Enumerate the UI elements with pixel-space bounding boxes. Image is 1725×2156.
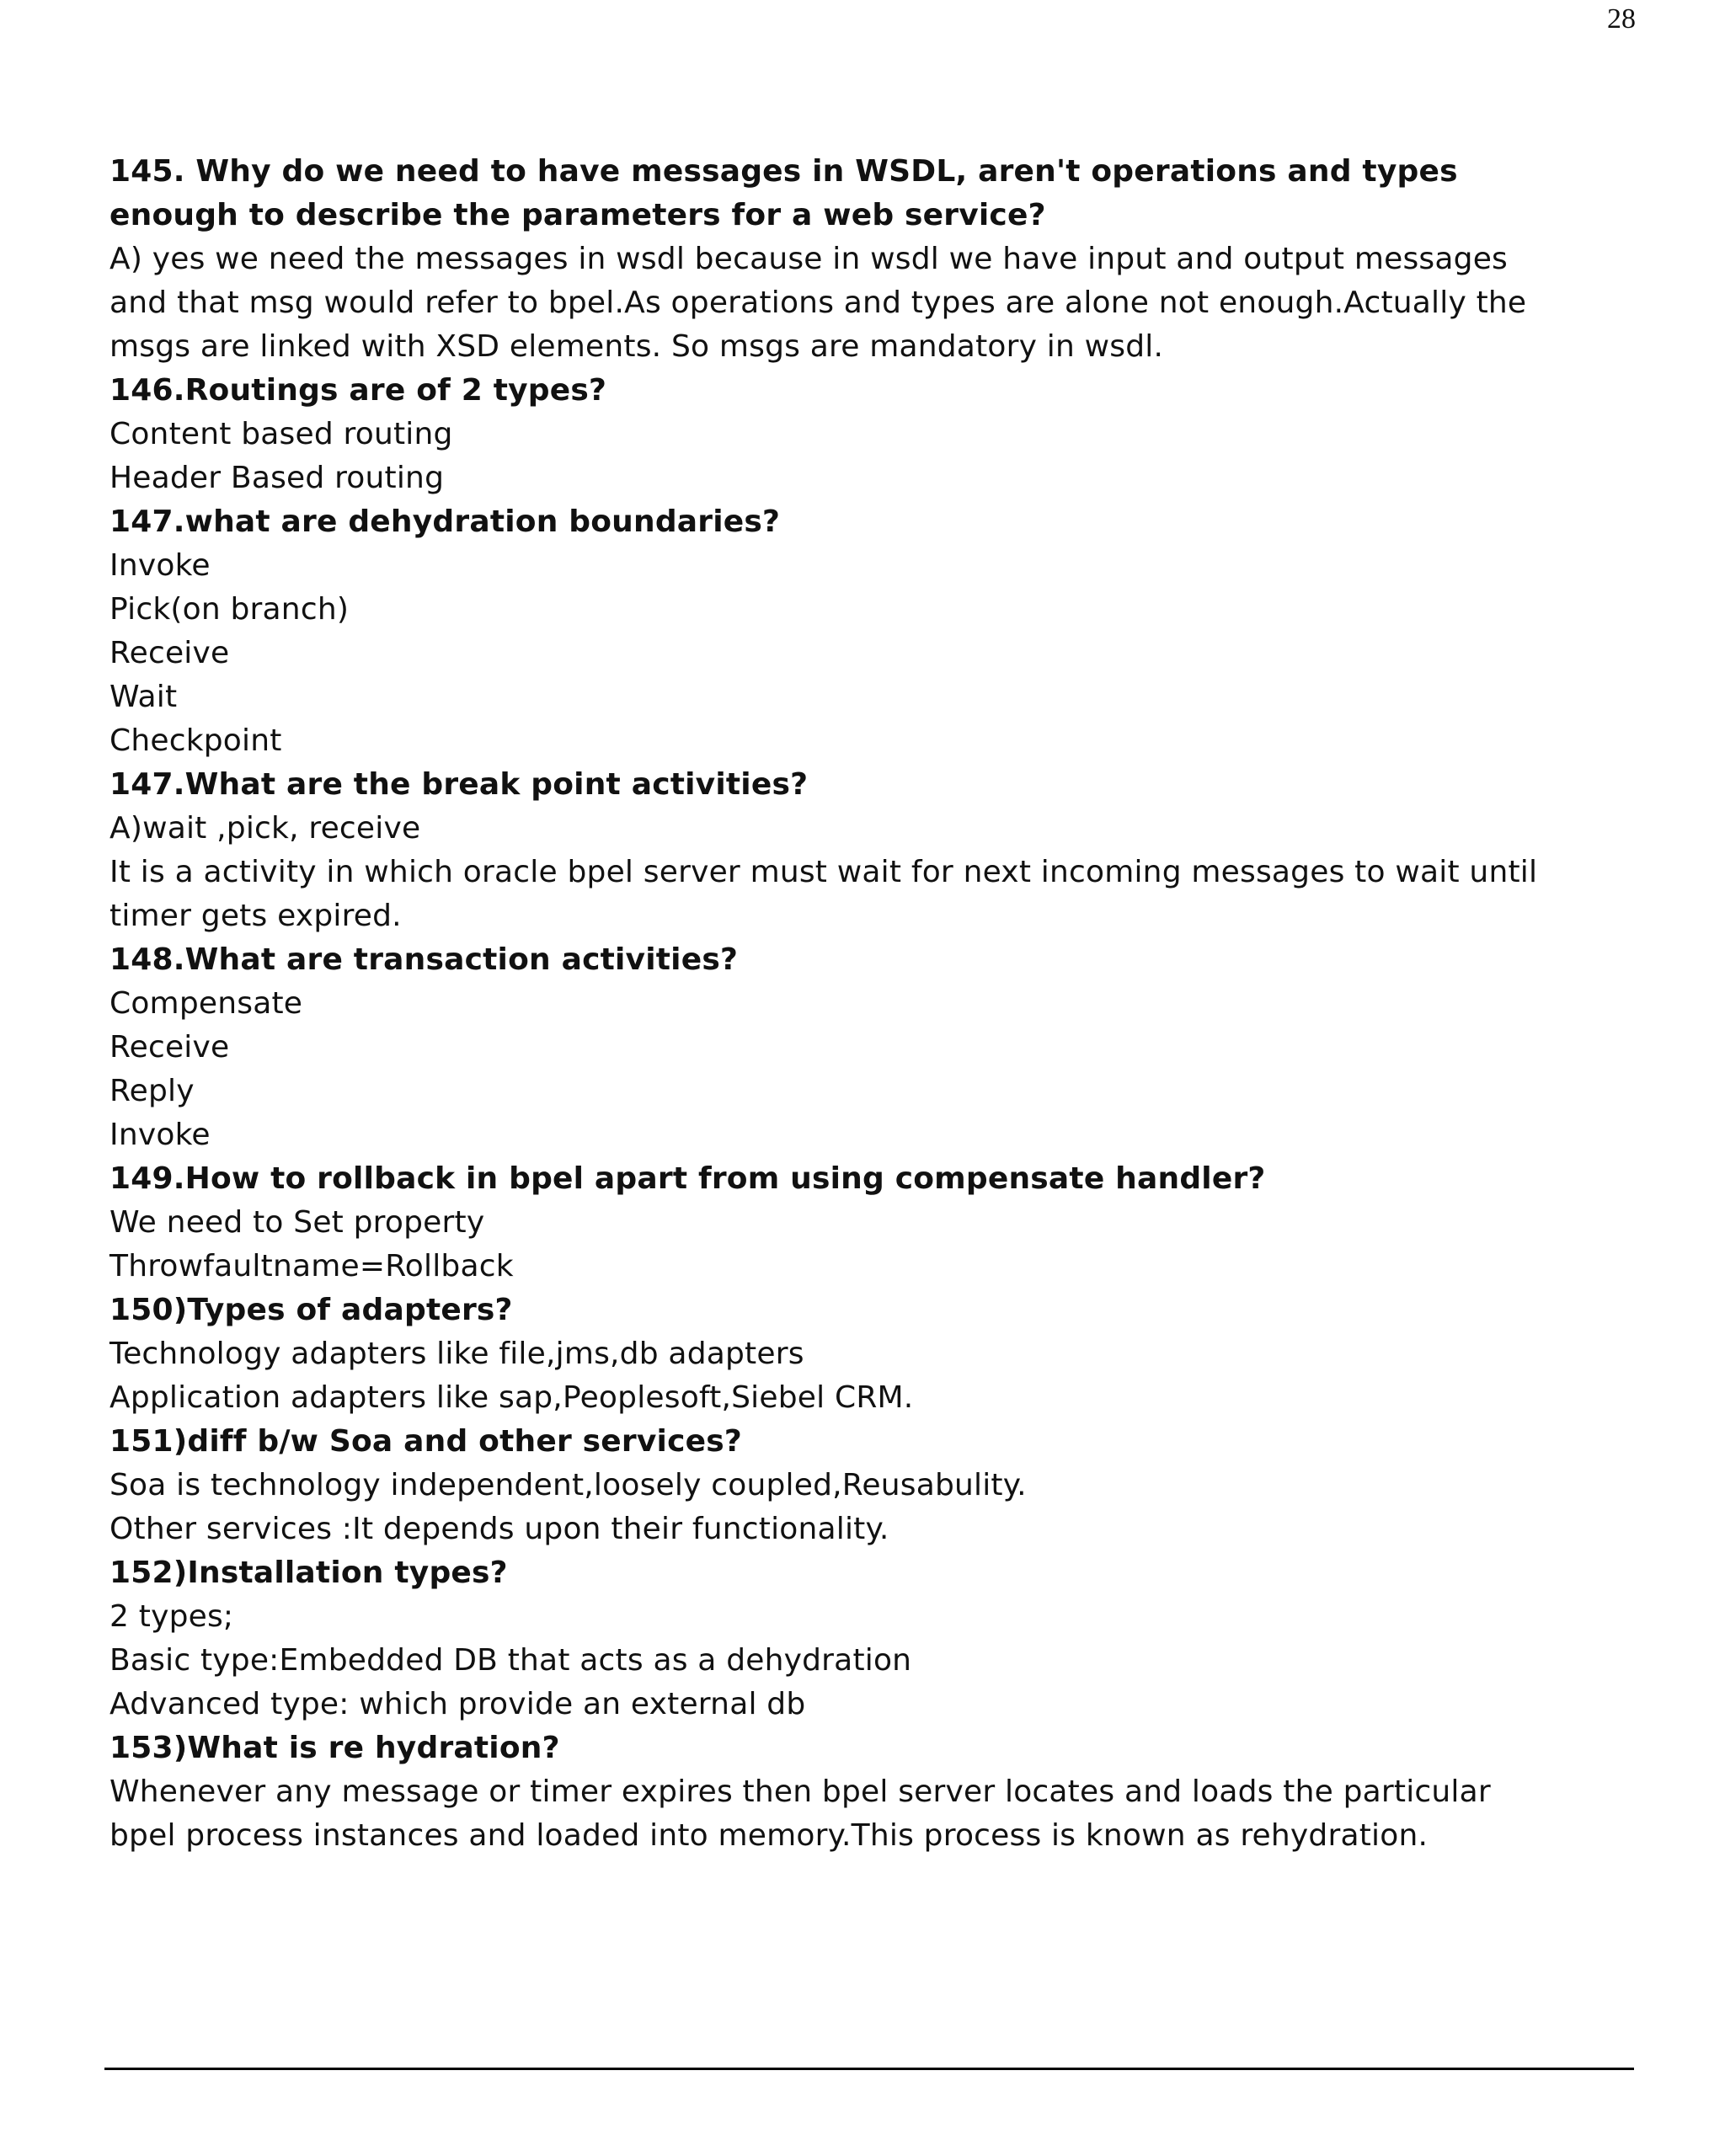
- answer-line: bpel process instances and loaded into memory.This process is known as rehydration.: [109, 1818, 1429, 1853]
- question-heading: 150)Types of adapters?: [109, 1293, 513, 1327]
- question-heading: 149.How to rollback in bpel apart from using compensate handler?: [109, 1161, 1266, 1196]
- question-heading: 153)What is re hydration?: [109, 1731, 560, 1765]
- answer-line: Basic type:Embedded DB that acts as a dehydration: [109, 1643, 912, 1678]
- answer-line: timer gets expired.: [109, 899, 402, 933]
- answer-line: A) yes we need the messages in wsdl because in wsdl we have input and output messages: [109, 242, 1509, 276]
- answer-line: Technology adapters like file,jms,db adapters: [109, 1337, 804, 1371]
- answer-line: Reply: [109, 1074, 195, 1108]
- answer-line: Soa is technology independent,loosely coupled,Reusabulity.: [109, 1468, 1027, 1502]
- question-heading: 148.What are transaction activities?: [109, 942, 739, 977]
- page-number: 28: [1607, 3, 1636, 35]
- answer-line: Advanced type: which provide an external db: [109, 1687, 806, 1721]
- answer-line: and that msg would refer to bpel.As operations and types are alone not enough.Actually the: [109, 286, 1527, 320]
- answer-line: Wait: [109, 680, 178, 714]
- answer-line: A)wait ,pick, receive: [109, 811, 421, 846]
- answer-line: Application adapters like sap,Peoplesoft,Siebel CRM.: [109, 1380, 914, 1415]
- answer-line: Header Based routing: [109, 461, 445, 495]
- question-heading: 145. Why do we need to have messages in WSDL, aren't operations and types: [109, 154, 1458, 189]
- answer-line: Invoke: [109, 1118, 211, 1152]
- question-heading: 147.What are the break point activities?: [109, 767, 809, 802]
- document-body: [109, 150, 1659, 1858]
- question-heading: 146.Routings are of 2 types?: [109, 373, 607, 408]
- answer-line: Invoke: [109, 548, 211, 583]
- answer-line: We need to Set property: [109, 1205, 485, 1240]
- footer-divider: [104, 2068, 1634, 2070]
- question-heading: 152)Installation types?: [109, 1556, 508, 1590]
- answer-line: Receive: [109, 1030, 230, 1065]
- answer-line: Pick(on branch): [109, 592, 350, 627]
- question-heading: enough to describe the parameters for a web service?: [109, 198, 1046, 232]
- question-heading: 151)diff b/w Soa and other services?: [109, 1424, 742, 1459]
- answer-line: Throwfaultname=Rollback: [109, 1249, 514, 1283]
- answer-line: Receive: [109, 636, 230, 670]
- answer-line: msgs are linked with XSD elements. So msgs are mandatory in wsdl.: [109, 329, 1164, 364]
- answer-line: Whenever any message or timer expires then bpel server locates and loads the particular: [109, 1774, 1491, 1809]
- answer-line: 2 types;: [109, 1599, 234, 1634]
- question-heading: 147.what are dehydration boundaries?: [109, 504, 781, 539]
- answer-line: It is a activity in which oracle bpel server must wait for next incoming messages to wait until: [109, 855, 1538, 889]
- answer-line: Content based routing: [109, 417, 453, 451]
- answer-line: Compensate: [109, 986, 303, 1021]
- answer-line: Checkpoint: [109, 723, 282, 758]
- answer-line: Other services :It depends upon their functionality.: [109, 1512, 889, 1546]
